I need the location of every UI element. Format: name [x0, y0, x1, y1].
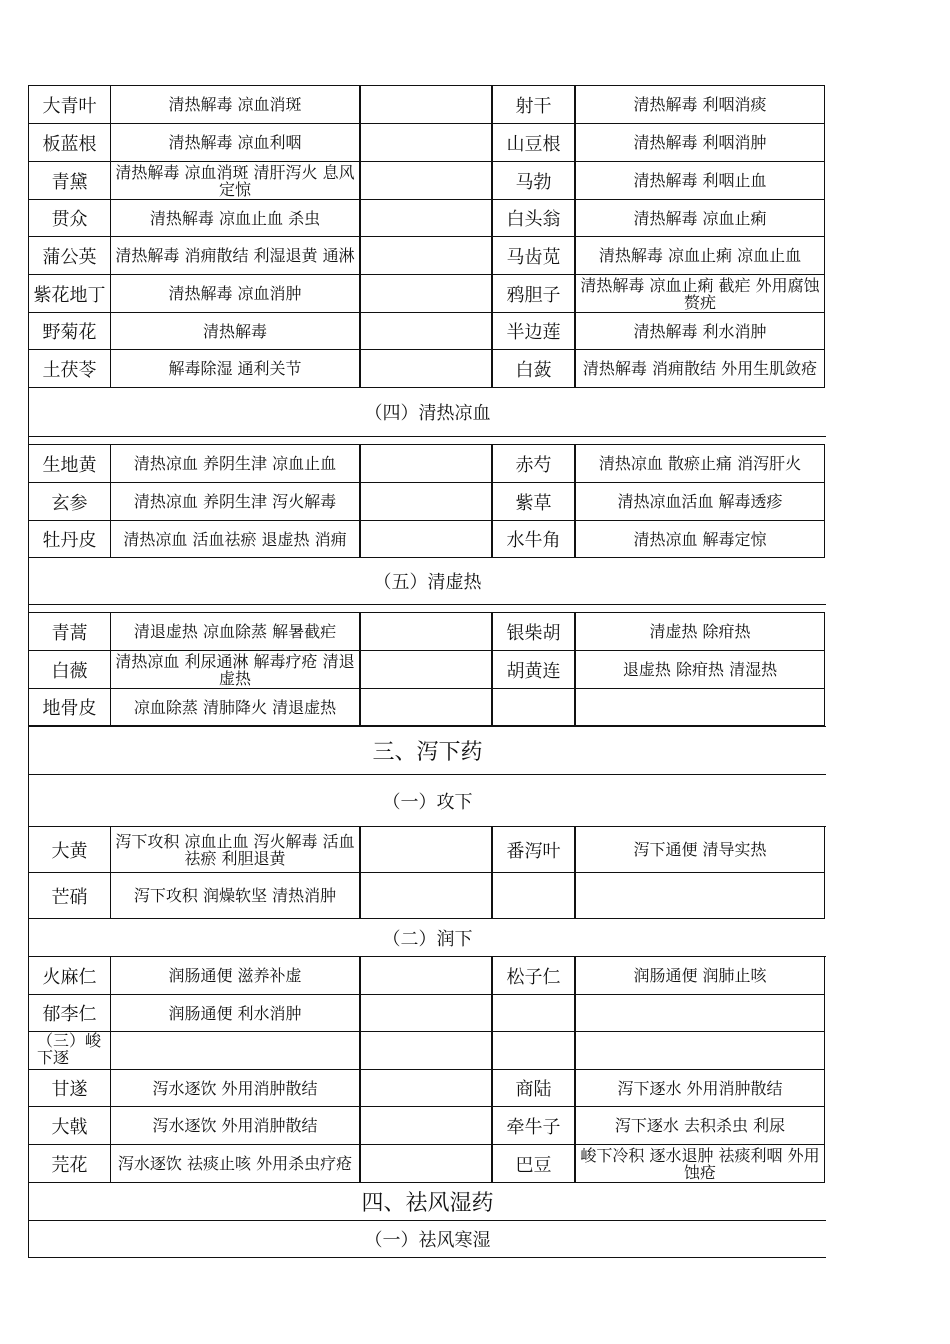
herb-name-cell: 玄参	[28, 482, 111, 521]
blank-cell	[360, 482, 492, 521]
herb-name-cell-right: 番泻叶	[492, 826, 575, 873]
herb-name-cell: 土茯苓	[28, 349, 111, 388]
heading-text: （四）清热凉血	[364, 403, 491, 424]
herb-effect-cell-right: 泻下通便 清导实热	[575, 826, 825, 873]
table-row	[28, 613, 826, 651]
blank-cell	[360, 520, 492, 558]
heading-text: （一）祛风寒湿	[364, 1230, 491, 1251]
blank-cell	[360, 274, 492, 313]
herb-effect-cell-right: 润肠通便 润肺止咳	[575, 956, 825, 995]
blank-cell	[360, 312, 492, 350]
herb-name-cell-right: 紫草	[492, 482, 575, 521]
herb-name-cell: 板蓝根	[28, 123, 111, 162]
table-row	[28, 1107, 826, 1145]
herb-name-cell: 芫花	[28, 1144, 111, 1183]
table-row	[28, 200, 826, 237]
herb-effect-cell-right: 清虚热 除疳热	[575, 612, 825, 651]
herb-name-cell: 白薇	[28, 650, 111, 689]
blank-cell	[360, 349, 492, 388]
herb-effect-cell: 清退虚热 凉血除蒸 解暑截疟	[110, 612, 360, 651]
blank-cell	[360, 123, 492, 162]
table-row	[28, 124, 826, 162]
herb-effect-cell-right	[575, 1031, 825, 1070]
blank-cell	[360, 1031, 492, 1070]
herb-effect-cell-right	[575, 994, 825, 1032]
table-row	[28, 521, 826, 558]
herb-effect-cell-right: 清热解毒 利咽止血	[575, 161, 825, 200]
section-heading	[28, 726, 826, 775]
herb-effect-cell: 清热凉血 养阴生津 泻火解毒	[110, 482, 360, 521]
herb-effect-cell-right: 清热解毒 凉血止痢 凉血止血	[575, 236, 825, 275]
herb-name-cell: （三）峻下逐	[28, 1031, 111, 1070]
blank-cell	[360, 612, 492, 651]
herb-name-cell: 大青叶	[28, 85, 111, 124]
blank-cell	[360, 956, 492, 995]
table-row	[28, 275, 826, 313]
herb-effect-cell: 泻水逐饮 外用消肿散结	[110, 1069, 360, 1107]
herb-effect-cell: 解毒除湿 通利关节	[110, 349, 360, 388]
heading-text: 三、泻下药	[372, 740, 483, 765]
herb-name-cell-right: 山豆根	[492, 123, 575, 162]
herb-name-cell-right: 白头翁	[492, 199, 575, 237]
blank-cell	[360, 85, 492, 124]
herb-name-cell-right: 赤芍	[492, 444, 575, 483]
subsection-heading	[28, 388, 826, 437]
herb-effect-cell-right: 清热解毒 利水消肿	[575, 312, 825, 350]
herb-effect-cell-right	[575, 688, 825, 726]
blank-cell	[360, 236, 492, 275]
herb-effect-cell-right: 泻下逐水 去积杀虫 利尿	[575, 1106, 825, 1145]
blank-cell	[360, 1069, 492, 1107]
heading-text: （二）润下	[382, 928, 473, 950]
herb-effect-cell-right: 清热凉血 散瘀止痛 消泻肝火	[575, 444, 825, 483]
herb-table	[28, 86, 826, 1258]
herb-name-cell: 紫花地丁	[28, 274, 111, 313]
herb-effect-cell-right: 清热解毒 消痈散结 外用生肌敛疮	[575, 349, 825, 388]
section-heading	[28, 1183, 826, 1221]
blank-cell	[360, 826, 492, 873]
herb-effect-cell: 泻水逐饮 外用消肿散结	[110, 1106, 360, 1145]
table-row	[28, 1032, 826, 1070]
herb-effect-cell: 清热解毒	[110, 312, 360, 350]
table-row	[28, 350, 826, 388]
table-row	[28, 995, 826, 1032]
herb-effect-cell: 清热解毒 凉血消斑 清肝泻火 息风定惊	[110, 161, 360, 200]
subsection-heading	[28, 919, 826, 957]
table-row	[28, 689, 826, 726]
herb-effect-cell: 清热解毒 凉血消肿	[110, 274, 360, 313]
table-row	[28, 86, 826, 124]
herb-name-cell-right: 松子仁	[492, 956, 575, 995]
table-row	[28, 445, 826, 483]
herb-effect-cell: 润肠通便 利水消肿	[110, 994, 360, 1032]
herb-effect-cell: 清热解毒 消痈散结 利湿退黄 通淋	[110, 236, 360, 275]
herb-name-cell-right: 射干	[492, 85, 575, 124]
herb-effect-cell-right: 峻下冷积 逐水退肿 祛痰利咽 外用蚀疮	[575, 1144, 825, 1183]
blank-cell	[360, 994, 492, 1032]
herb-name-cell: 青蒿	[28, 612, 111, 651]
table-row	[28, 1070, 826, 1107]
herb-effect-cell: 泻下攻积 润燥软坚 清热消肿	[110, 872, 360, 919]
herb-name-cell: 芒硝	[28, 872, 111, 919]
herb-name-cell-right: 鸦胆子	[492, 274, 575, 313]
heading-text: （五）清虚热	[373, 572, 482, 593]
herb-effect-cell-right: 清热凉血活血 解毒透疹	[575, 482, 825, 521]
herb-name-cell-right: 商陆	[492, 1069, 575, 1107]
herb-effect-cell	[110, 1031, 360, 1070]
herb-name-cell-right: 马勃	[492, 161, 575, 200]
blank-cell	[360, 199, 492, 237]
table-row	[28, 873, 826, 919]
herb-name-cell-right: 牵牛子	[492, 1106, 575, 1145]
blank-cell	[360, 1106, 492, 1145]
herb-effect-cell-right: 清热解毒 利咽消肿	[575, 123, 825, 162]
herb-name-cell-right: 银柴胡	[492, 612, 575, 651]
herb-name-cell: 甘遂	[28, 1069, 111, 1107]
herb-name-cell: 生地黄	[28, 444, 111, 483]
table-row	[28, 957, 826, 995]
herb-name-cell-right: 水牛角	[492, 520, 575, 558]
herb-name-cell-right	[492, 688, 575, 726]
herb-effect-cell: 清热解毒 凉血利咽	[110, 123, 360, 162]
subsection-heading	[28, 558, 826, 605]
herb-effect-cell-right: 泻下逐水 外用消肿散结	[575, 1069, 825, 1107]
herb-name-cell-right: 巴豆	[492, 1144, 575, 1183]
herb-name-cell: 贯众	[28, 199, 111, 237]
herb-name-cell-right: 白蔹	[492, 349, 575, 388]
herb-name-cell: 火麻仁	[28, 956, 111, 995]
herb-effect-cell: 泻下攻积 凉血止血 泻火解毒 活血祛瘀 利胆退黄	[110, 826, 360, 873]
blank-cell	[360, 688, 492, 726]
table-row	[28, 651, 826, 689]
herb-name-cell-right: 马齿苋	[492, 236, 575, 275]
herb-name-cell: 蒲公英	[28, 236, 111, 275]
herb-effect-cell: 清热解毒 凉血止血 杀虫	[110, 199, 360, 237]
herb-effect-cell: 清热凉血 养阴生津 凉血止血	[110, 444, 360, 483]
herb-name-cell: 郁李仁	[28, 994, 111, 1032]
table-row	[28, 237, 826, 275]
herb-name-cell: 大黄	[28, 826, 111, 873]
herb-name-cell: 牡丹皮	[28, 520, 111, 558]
herb-effect-cell-right: 清热解毒 利咽消痰	[575, 85, 825, 124]
blank-cell	[360, 1144, 492, 1183]
blank-cell	[360, 872, 492, 919]
herb-effect-cell-right	[575, 872, 825, 919]
herb-name-cell: 野菊花	[28, 312, 111, 350]
table-row	[28, 827, 826, 873]
blank-cell	[360, 650, 492, 689]
herb-effect-cell: 清热解毒 凉血消斑	[110, 85, 360, 124]
subsection-heading	[28, 775, 826, 827]
herb-effect-cell: 清热凉血 利尿通淋 解毒疗疮 清退虚热	[110, 650, 360, 689]
herb-name-cell-right	[492, 872, 575, 919]
herb-effect-cell-right: 清热凉血 解毒定惊	[575, 520, 825, 558]
table-row	[28, 162, 826, 200]
herb-name-cell-right: 胡黄连	[492, 650, 575, 689]
herb-name-cell: 地骨皮	[28, 688, 111, 726]
herb-name-cell-right	[492, 994, 575, 1032]
herb-name-cell-right	[492, 1031, 575, 1070]
blank-cell	[360, 161, 492, 200]
table-row	[28, 483, 826, 521]
herb-name-cell: 青黛	[28, 161, 111, 200]
herb-effect-cell-right: 清热解毒 凉血止痢	[575, 199, 825, 237]
herb-effect-cell-right: 退虚热 除疳热 清湿热	[575, 650, 825, 689]
herb-effect-cell: 凉血除蒸 清肺降火 清退虚热	[110, 688, 360, 726]
table-row	[28, 313, 826, 350]
subsection-heading	[28, 1221, 826, 1258]
herb-effect-cell-right: 清热解毒 凉血止痢 截疟 外用腐蚀赘疣	[575, 274, 825, 313]
heading-text: （一）攻下	[382, 791, 473, 813]
herb-name-cell: 大戟	[28, 1106, 111, 1145]
herb-name-cell-right: 半边莲	[492, 312, 575, 350]
herb-effect-cell: 清热凉血 活血祛瘀 退虚热 消痈	[110, 520, 360, 558]
table-row	[28, 1145, 826, 1183]
heading-text: 四、祛风湿药	[361, 1191, 494, 1216]
blank-cell	[360, 444, 492, 483]
herb-effect-cell: 泻水逐饮 祛痰止咳 外用杀虫疗疮	[110, 1144, 360, 1183]
herb-effect-cell: 润肠通便 滋养补虚	[110, 956, 360, 995]
